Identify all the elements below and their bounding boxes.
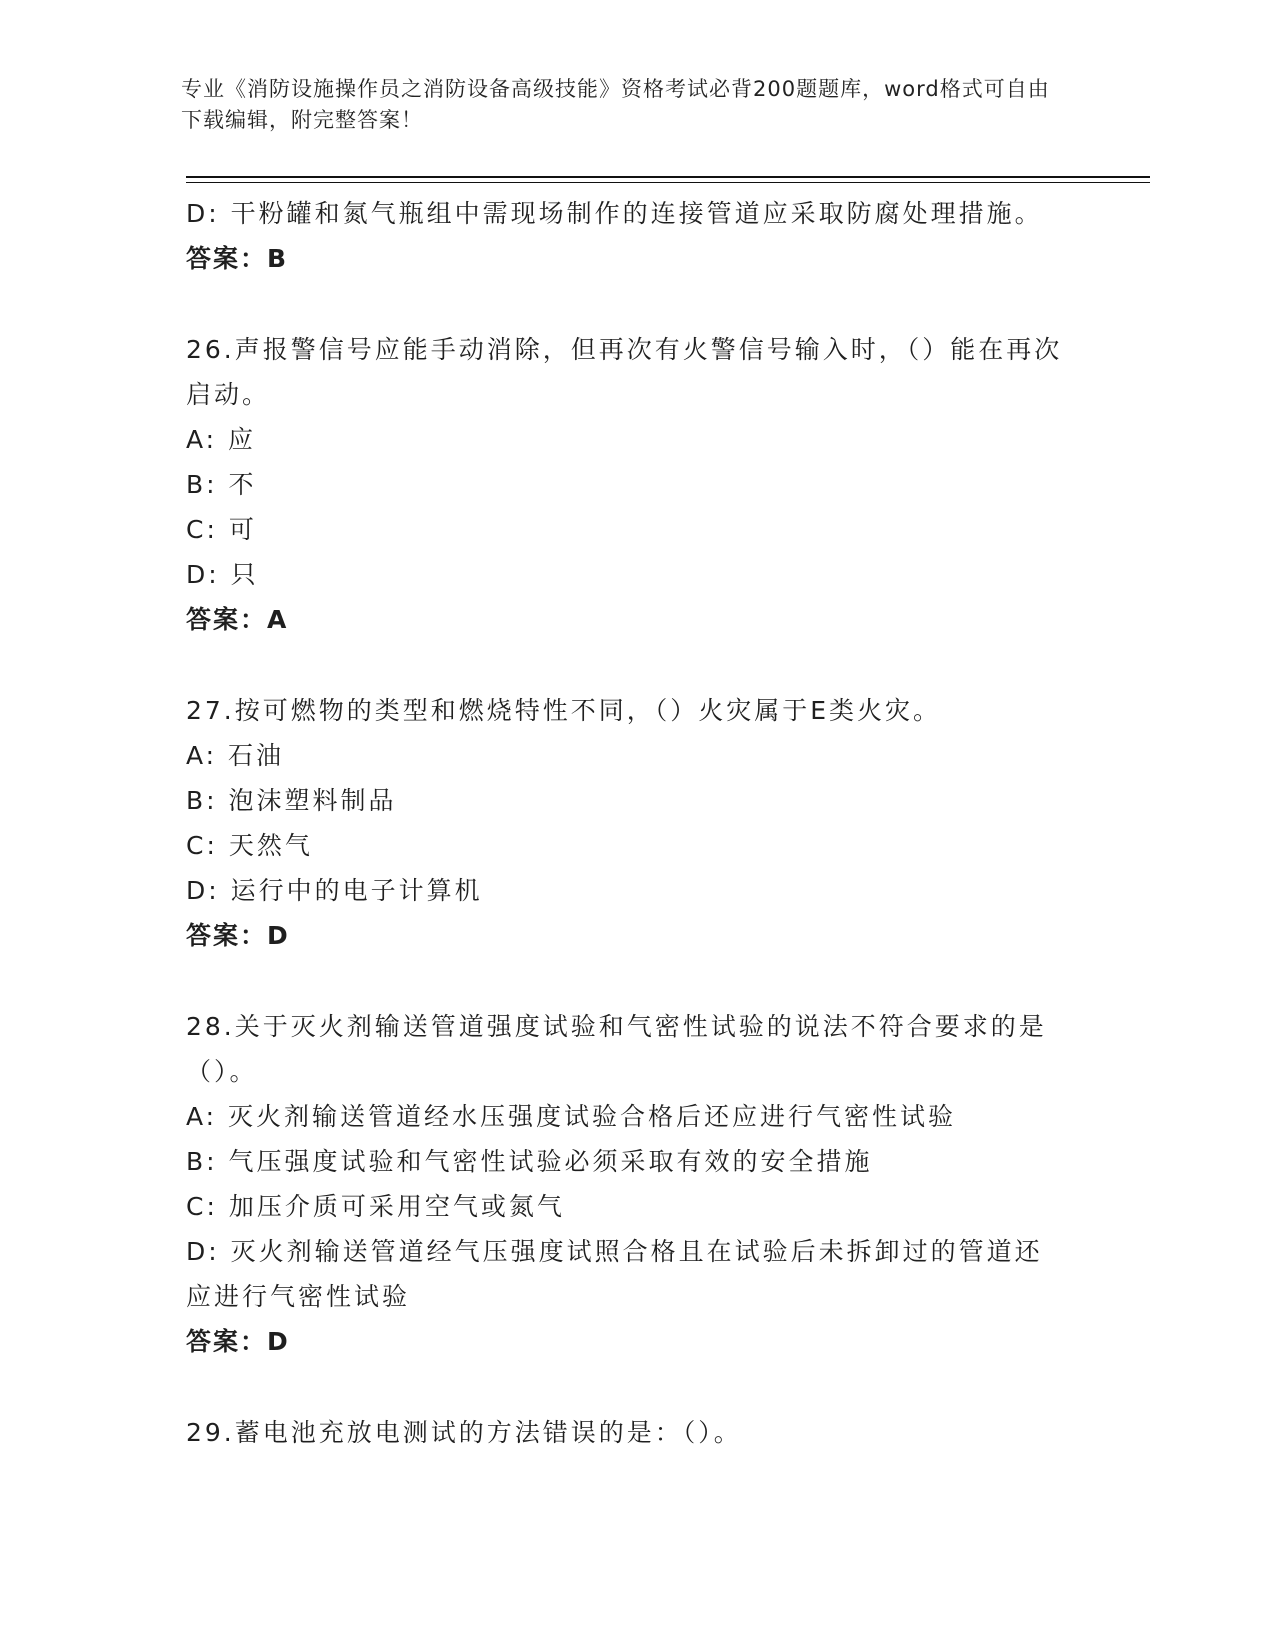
option-d: D: 灭火剂输送管道经气压强度试照合格且在试验后未拆卸过的管道还应进行气密性试验 [186,1237,1043,1311]
question-stem: 28.关于灭火剂输送管道强度试验和气密性试验的说法不符合要求的是（）。 [186,1012,1047,1086]
option-a: A: 石油 [186,741,285,770]
question-26 [186,327,1066,642]
answer: 答案：D [186,1327,290,1356]
question-gap [186,958,1066,1004]
question-stem: 29.蓄电池充放电测试的方法错误的是：（）。 [186,1418,742,1447]
question-28 [186,1004,1066,1364]
previous-option-d: D: 干粉罐和氮气瓶组中需现场制作的连接管道应采取防腐处理措施。 [186,199,1043,228]
question-27 [186,688,1066,958]
question-gap [186,1364,1066,1410]
question-content [186,191,1066,1455]
question-stem: 27.按可燃物的类型和燃烧特性不同，（）火灾属于E类火灾。 [186,696,942,725]
option-b: B: 气压强度试验和气密性试验必须采取有效的安全措施 [186,1147,873,1176]
question-gap [186,642,1066,688]
option-a: A: 应 [186,425,257,454]
question-stem: 26.声报警信号应能手动消除，但再次有火警信号输入时，（）能在再次启动。 [186,335,1063,409]
previous-answer: 答案：B [186,244,289,273]
header-rule-thick [186,176,1150,178]
option-d: D: 运行中的电子计算机 [186,876,483,905]
option-b: B: 不 [186,470,257,499]
option-a: A: 灭火剂输送管道经水压强度试验合格后还应进行气密性试验 [186,1102,957,1131]
header-text: 专业《消防设施操作员之消防设备高级技能》资格考试必背200题题库，word格式可自由下载编辑，附完整答案！ [181,77,1050,132]
question-gap [186,281,1066,327]
answer: 答案：D [186,921,290,950]
option-c: C: 天然气 [186,831,313,860]
answer: 答案：A [186,605,289,634]
option-d: D: 只 [186,560,259,589]
question-29 [186,1410,1066,1455]
document-header [181,74,1061,136]
option-b: B: 泡沫塑料制品 [186,786,397,815]
option-c: C: 加压介质可采用空气或氮气 [186,1192,565,1221]
header-rule-thin [186,182,1150,183]
option-c: C: 可 [186,515,257,544]
